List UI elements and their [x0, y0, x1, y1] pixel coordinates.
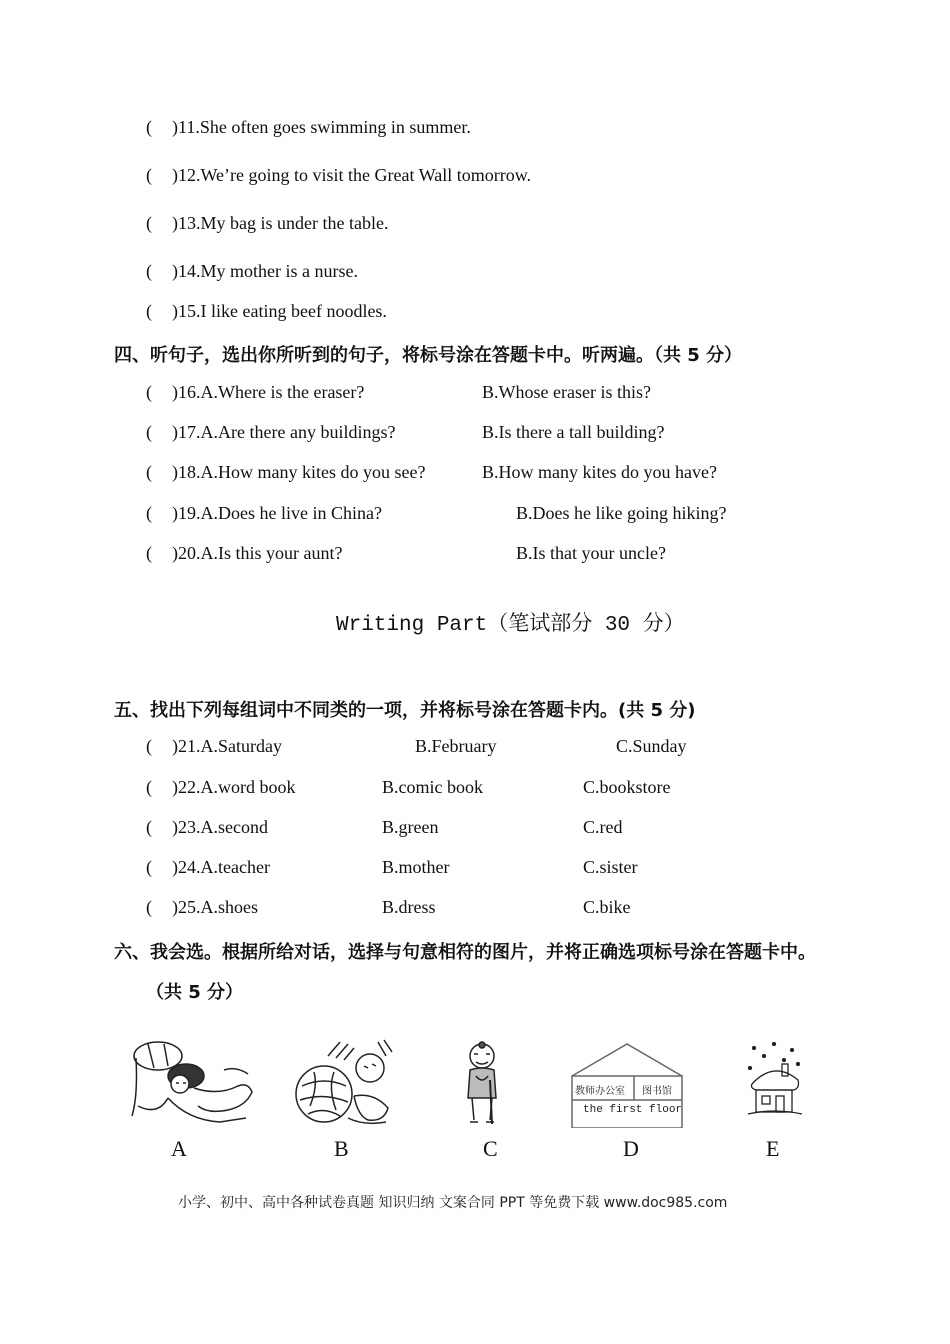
question-21: ( )21.A.Saturday — [146, 736, 282, 756]
writing-part-title: Writing Part（笔试部分 30 分） — [336, 614, 685, 637]
question-13: ( )13.My bag is under the table. — [146, 213, 389, 233]
question-17: ( )17.A.Are there any buildings? — [146, 422, 396, 442]
question-14: ( )14.My mother is a nurse. — [146, 261, 358, 281]
option-23-b: B.green — [382, 817, 439, 837]
picture-label-a: A — [171, 1136, 187, 1161]
section6-heading: 六、我会选。根据所给对话，选择与句意相符的图片，并将正确选项标号涂在答题卡中。 — [114, 942, 816, 963]
snowy-house-icon — [744, 1040, 804, 1120]
section4-heading: 四、听句子，选出你所听到的句子，将标号涂在答题卡中。听两遍。（共 5 分） — [114, 345, 743, 366]
question-19: ( )19.A.Does he live in China? — [146, 503, 382, 523]
option-22-b: B.comic book — [382, 777, 483, 797]
option-23-c: C.red — [583, 817, 623, 837]
section5-heading: 五、找出下列每组词中不同类的一项，并将标号涂在答题卡内。(共 5 分) — [114, 700, 696, 721]
section6-subheading: （共 5 分） — [146, 982, 244, 1003]
question-16: ( )16.A.Where is the eraser? — [146, 382, 365, 402]
question-20: ( )20.A.Is this your aunt? — [146, 543, 343, 563]
question-15: ( )15.I like eating beef noodles. — [146, 301, 387, 321]
question-18: ( )18.A.How many kites do you see? — [146, 462, 426, 482]
option-20-b: B.Is that your uncle? — [516, 543, 666, 563]
school-building-icon — [570, 1042, 684, 1128]
child-sleeping-icon — [128, 1036, 256, 1128]
question-11: ( )11.She often goes swimming in summer. — [146, 117, 471, 137]
picture-label-d: D — [623, 1136, 639, 1161]
picture-label-c: C — [483, 1136, 498, 1161]
picture-label-b: B — [334, 1136, 349, 1161]
option-17-b: B.Is there a tall building? — [482, 422, 665, 442]
picture-label-e: E — [766, 1136, 780, 1161]
question-25: ( )25.A.shoes — [146, 897, 258, 917]
vegetables-icon — [288, 1036, 398, 1128]
option-18-b: B.How many kites do you have? — [482, 462, 717, 482]
grandfather-icon — [460, 1040, 504, 1128]
option-24-b: B.mother — [382, 857, 450, 877]
option-16-b: B.Whose eraser is this? — [482, 382, 651, 402]
option-25-c: C.bike — [583, 897, 631, 917]
option-22-c: C.bookstore — [583, 777, 671, 797]
option-21-b: B.February — [415, 736, 497, 756]
question-24: ( )24.A.teacher — [146, 857, 270, 877]
floor-label: the first floor — [583, 1104, 683, 1116]
question-22: ( )22.A.word book — [146, 777, 296, 797]
question-12: ( )12.We’re going to visit the Great Wall tomorrow. — [146, 165, 532, 185]
option-21-c: C.Sunday — [616, 736, 687, 756]
option-24-c: C.sister — [583, 857, 638, 877]
room-library: 图书馆 — [642, 1086, 672, 1097]
option-19-b: B.Does he like going hiking? — [516, 503, 727, 523]
question-23: ( )23.A.second — [146, 817, 268, 837]
room-teachers-office: 教师办公室 — [575, 1086, 625, 1097]
footer: 小学、初中、高中各种试卷真题 知识归纳 文案合同 PPT 等免费下载 www.doc985.com — [178, 1195, 728, 1211]
option-25-b: B.dress — [382, 897, 436, 917]
